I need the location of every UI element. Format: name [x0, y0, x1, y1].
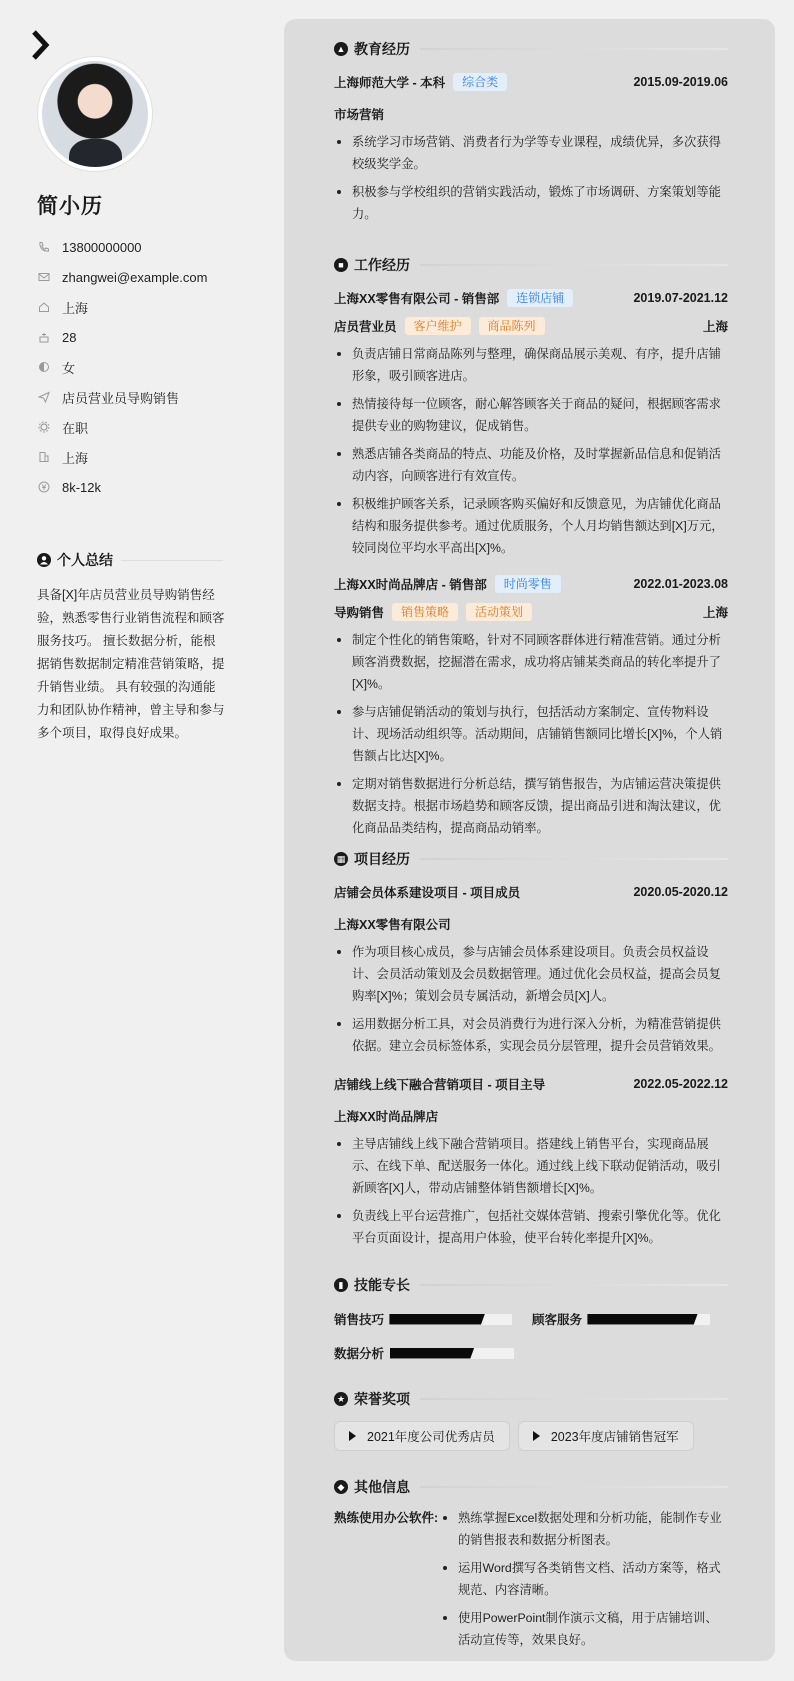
award-text: 2021年度公司优秀店员	[367, 1430, 495, 1444]
list-item: 熟练掌握Excel数据处理和分析功能，能制作专业的销售报表和数据分析图表。	[440, 1507, 728, 1551]
divider	[420, 1398, 728, 1400]
info-item-gender	[37, 352, 207, 382]
list-item: 积极参与学校组织的营销实践活动，锻炼了市场调研、方案策划等能力。	[334, 181, 728, 225]
job-city: 上海	[702, 606, 728, 620]
job-role: 导购销售	[334, 606, 385, 620]
awards-section	[334, 1389, 728, 1451]
home-icon	[37, 301, 50, 314]
project-row	[334, 883, 728, 901]
skill-name: 数据分析	[334, 1347, 385, 1361]
other-info	[334, 1507, 728, 1651]
company-tag: 时尚零售	[495, 575, 561, 593]
skill-bar-fill	[389, 1314, 485, 1325]
other-section	[334, 1477, 728, 1651]
logo-icon	[32, 30, 52, 60]
section-title: 项目经历	[354, 851, 410, 867]
info-text: 28	[62, 329, 77, 345]
play-icon	[533, 1431, 540, 1441]
info-text: 上海	[62, 450, 89, 466]
skill-name: 顾客服务	[532, 1313, 583, 1327]
info-text: 在职	[62, 420, 89, 436]
education-bullets	[334, 131, 728, 225]
skill-bar-fill	[390, 1348, 474, 1359]
project-company: 上海XX时尚品牌店	[334, 1110, 439, 1124]
project-name: 店铺线上线下融合营销项目 - 项目主导	[334, 1078, 546, 1092]
education-section	[334, 39, 728, 225]
status-icon	[37, 421, 50, 434]
company-tag: 连锁店铺	[507, 289, 573, 307]
skill-tag: 销售策略	[392, 603, 458, 621]
section-title: 荣誉奖项	[354, 1391, 410, 1407]
info-text: 上海	[62, 300, 89, 316]
skill-bar	[390, 1348, 514, 1359]
info-item-status	[37, 412, 207, 442]
gender-icon	[37, 361, 50, 374]
award-list	[334, 1421, 728, 1451]
skill-name: 销售技巧	[334, 1313, 385, 1327]
project-date: 2020.05-2020.12	[633, 885, 728, 899]
section-title: 教育经历	[354, 41, 410, 57]
company-name: 上海XX时尚品牌店 - 销售部	[334, 578, 487, 592]
other-label: 熟练使用办公软件:	[334, 1511, 439, 1525]
award-text: 2023年度店铺销售冠军	[550, 1430, 679, 1444]
major: 市场营销	[334, 108, 385, 122]
phone-icon	[37, 241, 50, 254]
section-title: 其他信息	[354, 1479, 410, 1495]
list-item: 定期对销售数据进行分析总结，撰写销售报告，为店铺运营决策提供数据支持。根据市场趋势和顾客反馈，提出商品引进和淘汰建议，优化商品品类结构，提高商品动销率。	[334, 773, 728, 839]
project-name: 店铺会员体系建设项目 - 项目成员	[334, 886, 521, 900]
send-icon	[37, 391, 50, 404]
job-city: 上海	[702, 320, 728, 334]
section-title: 技能专长	[354, 1277, 410, 1293]
divider	[420, 1284, 728, 1286]
divider	[420, 264, 728, 266]
info-item-home	[37, 292, 207, 322]
briefcase-icon: ■	[334, 258, 348, 272]
list-item: 使用PowerPoint制作演示文稿，用于店铺培训、活动宣传等，效果良好。	[440, 1607, 728, 1651]
candidate-name: 简小历	[37, 195, 103, 218]
salary-icon	[37, 481, 50, 494]
summary-header	[37, 550, 223, 570]
project-date: 2022.05-2022.12	[633, 1077, 728, 1091]
company-name: 上海XX零售有限公司 - 销售部	[334, 292, 500, 306]
info-item-age	[37, 322, 207, 352]
school-tag: 综合类	[453, 73, 507, 91]
info-item-salary	[37, 472, 207, 502]
skill-tag: 活动策划	[466, 603, 532, 621]
bar-chart-icon: ▮	[334, 1278, 348, 1292]
section-title: 工作经历	[354, 257, 410, 273]
list-item: 制定个性化的销售策略，针对不同顾客群体进行精准营销。通过分析顾客消费数据，挖掘潜在需求，成功将店铺某类商品的转化率提升了[X]%。	[334, 629, 728, 695]
education-date: 2015.09-2019.06	[633, 75, 728, 89]
award-icon: ★	[334, 1392, 348, 1406]
user-icon	[37, 553, 51, 567]
job-role-row	[334, 317, 728, 335]
info-text: 店员营业员导购销售	[62, 390, 180, 406]
info-text: zhangwei@example.com	[62, 269, 208, 285]
project-company: 上海XX零售有限公司	[334, 918, 451, 932]
list-item: 运用数据分析工具，对会员消费行为进行深入分析，为精准营销提供依据。建立会员标签体系，实现会员分层管理，提升会员营销效果。	[334, 1013, 728, 1057]
list-item: 熟悉店铺各类商品的特点、功能及价格，及时掌握新品信息和促销活动内容，向顾客进行有效宣传。	[334, 443, 728, 487]
section-header	[334, 849, 728, 869]
project-bullets	[334, 1133, 728, 1249]
school-name: 上海师范大学 - 本科	[334, 76, 446, 90]
skill-bar	[389, 1314, 512, 1325]
play-icon	[349, 1431, 356, 1441]
job-row	[334, 289, 728, 307]
job-bullets	[334, 629, 728, 839]
list-item: 积极维护顾客关系，记录顾客购买偏好和反馈意见，为店铺优化商品结构和服务提供参考。通过优质服务，个人月均销售额达到[X]万元，较同岗位平均水平高出[X]%。	[334, 493, 728, 559]
divider	[420, 858, 728, 860]
section-header	[334, 1477, 728, 1497]
list-item: 负责店铺日常商品陈列与整理，确保商品展示美观、有序，提升店铺形象，吸引顾客进店。	[334, 343, 728, 387]
building-icon	[37, 451, 50, 464]
info-text: 女	[62, 360, 76, 376]
section-header	[334, 255, 728, 275]
section-header	[334, 1389, 728, 1409]
section-header	[334, 1275, 728, 1295]
section-header	[334, 39, 728, 59]
skill-bar-fill	[587, 1314, 697, 1325]
email-icon	[37, 271, 50, 284]
skill-row	[334, 1343, 728, 1363]
skill-row	[334, 1309, 728, 1329]
skills-section	[334, 1275, 728, 1363]
age-icon	[37, 331, 50, 344]
list-item: 运用Word撰写各类销售文档、活动方案等，格式规范、内容清晰。	[440, 1557, 728, 1601]
list-item: 热情接待每一位顾客，耐心解答顾客关于商品的疑问，根据顾客需求提供专业的购物建议，促成销售。	[334, 393, 728, 437]
list-item: 系统学习市场营销、消费者行为学等专业课程，成绩优异，多次获得校级奖学金。	[334, 131, 728, 175]
other-bullets	[440, 1507, 728, 1651]
job-row	[334, 575, 728, 593]
list-item: 负责线上平台运营推广，包括社交媒体营销、搜索引擎优化等。优化平台页面设计，提高用户体验，使平台转化率提升[X]%。	[334, 1205, 728, 1249]
skill-tag: 客户维护	[405, 317, 471, 335]
main-panel	[284, 19, 775, 1661]
info-icon: ◆	[334, 1480, 348, 1494]
list-item: 参与店铺促销活动的策划与执行，包括活动方案制定、宣传物料设计、现场活动组织等。活动期间，店铺销售额同比增长[X]%，个人销售额占比达[X]%。	[334, 701, 728, 767]
divider	[121, 560, 223, 561]
info-item-email	[37, 262, 207, 292]
job-date: 2019.07-2021.12	[633, 291, 728, 305]
job-bullets	[334, 343, 728, 559]
project-bullets	[334, 941, 728, 1057]
grid-icon: ▦	[334, 852, 348, 866]
skill-bar	[587, 1314, 710, 1325]
project-row	[334, 1075, 728, 1093]
info-item-city	[37, 442, 207, 472]
contact-info-list	[37, 232, 207, 502]
summary-text: 具备[X]年店员营业员导购销售经验，熟悉零售行业销售流程和顾客服务技巧。 擅长数据分析，能根据销售数据制定精准营销策略，提升销售业绩。 具有较强的沟通能力和团队协作精神，曾主导和参与多个项目，取得良好成果。	[37, 588, 225, 740]
projects-section	[334, 849, 728, 1249]
info-item-position	[37, 382, 207, 412]
info-item-phone	[37, 232, 207, 262]
divider	[420, 1486, 728, 1488]
job-role: 店员营业员	[334, 320, 397, 334]
award-chip	[334, 1421, 510, 1451]
job-date: 2022.01-2023.08	[633, 577, 728, 591]
divider	[420, 48, 728, 50]
info-text: 13800000000	[62, 239, 142, 255]
avatar-photo	[42, 61, 148, 167]
job-role-row	[334, 603, 728, 621]
summary-title: 个人总结	[57, 552, 113, 568]
avatar	[38, 57, 152, 171]
skill-tag: 商品陈列	[479, 317, 545, 335]
list-item: 主导店铺线上线下融合营销项目。搭建线上销售平台，实现商品展示、在线下单、配送服务一体化。通过线上线下联动促销活动，吸引新顾客[X]人，带动店铺整体销售额增长[X]%。	[334, 1133, 728, 1199]
work-section	[334, 255, 728, 839]
list-item: 作为项目核心成员，参与店铺会员体系建设项目。负责会员权益设计、会员活动策划及会员数据管理。通过优化会员权益，提高会员复购率[X]%；策划会员专属活动，新增会员[X]人。	[334, 941, 728, 1007]
info-text: 8k-12k	[62, 479, 102, 495]
award-chip	[518, 1421, 694, 1451]
graduation-cap-icon: ▲	[334, 42, 348, 56]
education-row	[334, 73, 728, 91]
